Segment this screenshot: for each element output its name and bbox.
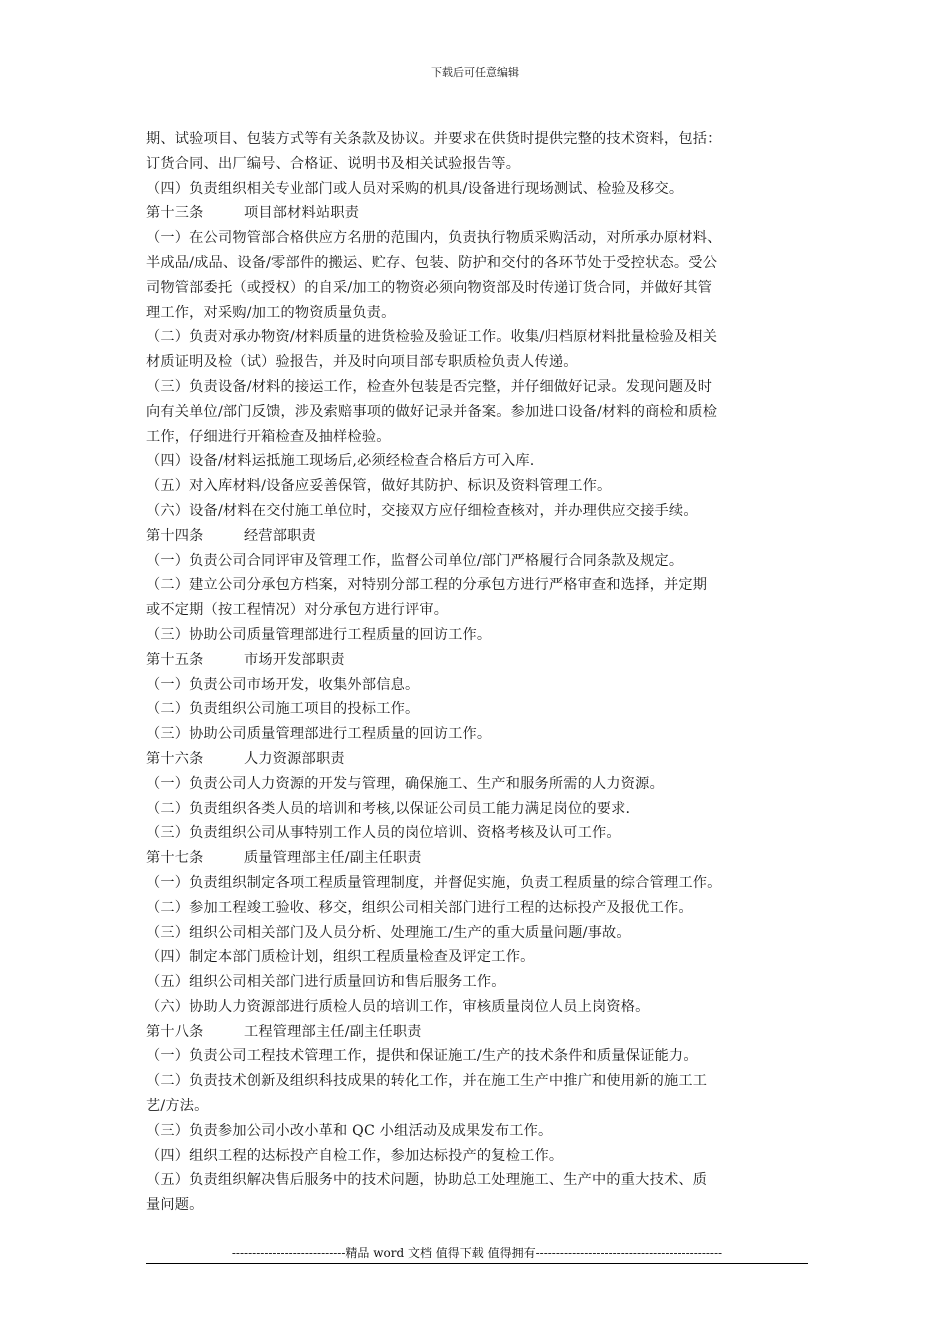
article-heading bbox=[146, 648, 810, 673]
paragraph-line: （四）负责组织相关专业部门或人员对采购的机具/设备进行现场测试、检验及移交。 bbox=[146, 180, 684, 197]
paragraph-line: 理工作，对采购/加工的物资质量负责。 bbox=[146, 304, 396, 321]
article-title: 市场开发部职责 bbox=[244, 651, 345, 668]
paragraph-line: （三）组织公司相关部门及人员分析、处理施工/生产的重大质量问题/事故。 bbox=[146, 924, 631, 941]
article-title: 项目部材料站职责 bbox=[244, 205, 360, 222]
page-header: 下载后可任意编辑 bbox=[431, 66, 519, 79]
paragraph-line: 或不定期（按工程情况）对分承包方进行评审。 bbox=[146, 602, 449, 619]
paragraph-line: 司物管部委托（或授权）的自采/加工的物资必须向物资部及时传递订货合同，并做好其管 bbox=[146, 279, 713, 296]
paragraph-line: （五）对入库材料/设备应妥善保管，做好其防护、标识及资料管理工作。 bbox=[146, 478, 612, 495]
article-heading bbox=[146, 524, 810, 549]
paragraph-line: 工作，仔细进行开箱检查及抽样检验。 bbox=[146, 428, 391, 445]
paragraph-line: 艺/方法。 bbox=[146, 1098, 209, 1115]
article-title: 人力资源部职责 bbox=[244, 750, 345, 767]
paragraph-line: （三）负责组织公司从事特别工作人员的岗位培训、资格考核及认可工作。 bbox=[146, 825, 621, 842]
paragraph-line: （三）协助公司质量管理部进行工程质量的回访工作。 bbox=[146, 626, 492, 643]
paragraph-line: （六）设备/材料在交付施工单位时，交接双方应仔细检查核对，并办理供应交接手续。 bbox=[146, 502, 698, 519]
article-number: 第十四条 bbox=[146, 527, 204, 544]
paragraph-line: （二）建立公司分承包方档案，对特别分部工程的分承包方进行严格审查和选择，并定期 bbox=[146, 577, 708, 594]
paragraph-line: 期、试验项目、包装方式等有关条款及协议。并要求在供货时提供完整的技术资料，包括： bbox=[146, 131, 722, 147]
paragraph-line: 半成品/成品、设备/零部件的搬运、贮存、包装、防护和交付的各环节处于受控状态。受公 bbox=[146, 254, 718, 271]
paragraph-line: （二）负责组织公司施工项目的投标工作。 bbox=[146, 701, 420, 718]
article-heading bbox=[146, 201, 810, 226]
article-number: 第十五条 bbox=[146, 651, 204, 668]
paragraph-line: （六）协助人力资源部进行质检人员的培训工作，审核质量岗位人员上岗资格。 bbox=[146, 998, 650, 1015]
paragraph-line: 向有关单位/部门反馈，涉及索赔事项的做好记录并备案。参加进口设备/材料的商检和质检 bbox=[146, 403, 718, 420]
paragraph-line: （一）在公司物管部合格供应方名册的范围内，负责执行物质采购活动，对所承办原材料、 bbox=[146, 230, 722, 247]
article-heading bbox=[146, 747, 810, 772]
paragraph-line: （一）负责公司人力资源的开发与管理，确保施工、生产和服务所需的人力资源。 bbox=[146, 775, 664, 792]
paragraph-line: （四）设备/材料运抵施工现场后,必须经检查合格后方可入库. bbox=[146, 453, 535, 470]
paragraph-line: 量问题。 bbox=[146, 1197, 204, 1214]
article-heading bbox=[146, 1020, 810, 1045]
footer-text: ----------------------------精品 word 文档 值得下载 值得拥有---------------------------------------------- bbox=[231, 1246, 723, 1260]
paragraph-line: （四）制定本部门质检计划，组织工程质量检查及评定工作。 bbox=[146, 949, 535, 966]
paragraph-line: （二）参加工程竣工验收、移交，组织公司相关部门进行工程的达标投产及报优工作。 bbox=[146, 899, 693, 916]
paragraph-line: （一）负责公司工程技术管理工作，提供和保证施工/生产的技术条件和质量保证能力。 bbox=[146, 1048, 698, 1065]
article-title: 工程管理部主任/副主任职责 bbox=[244, 1023, 422, 1040]
document-body bbox=[146, 127, 810, 1218]
page-footer bbox=[146, 1244, 808, 1264]
article-heading bbox=[146, 846, 810, 871]
paragraph-line: （三）协助公司质量管理部进行工程质量的回访工作。 bbox=[146, 726, 492, 743]
article-number: 第十七条 bbox=[146, 850, 204, 867]
article-title: 质量管理部主任/副主任职责 bbox=[244, 850, 422, 867]
article-number: 第十六条 bbox=[146, 750, 204, 767]
article-number: 第十八条 bbox=[146, 1023, 204, 1040]
paragraph-line: （二）负责组织各类人员的培训和考核,以保证公司员工能力满足岗位的要求. bbox=[146, 800, 631, 817]
paragraph-line: （三）负责设备/材料的接运工作，检查外包装是否完整，并仔细做好记录。发现问题及时 bbox=[146, 378, 713, 395]
article-title: 经营部职责 bbox=[244, 527, 316, 544]
paragraph-line: （五）负责组织解决售后服务中的技术问题，协助总工处理施工、生产中的重大技术、质 bbox=[146, 1172, 708, 1189]
paragraph-line: （一）负责公司市场开发，收集外部信息。 bbox=[146, 676, 420, 693]
paragraph-line: （一）负责公司合同评审及管理工作，监督公司单位/部门严格履行合同条款及规定。 bbox=[146, 552, 684, 569]
paragraph-line: （二）负责对承办物资/材料质量的进货检验及验证工作。收集/归档原材料批量检验及相关 bbox=[146, 329, 718, 346]
paragraph-line: （二）负责技术创新及组织科技成果的转化工作，并在施工生产中推广和使用新的施工工 bbox=[146, 1073, 708, 1090]
article-number: 第十三条 bbox=[146, 205, 204, 222]
paragraph-line: 订货合同、出厂编号、合格证、说明书及相关试验报告等。 bbox=[146, 155, 521, 172]
paragraph-line: （五）组织公司相关部门进行质量回访和售后服务工作。 bbox=[146, 974, 506, 991]
paragraph-line: （一）负责组织制定各项工程质量管理制度，并督促实施，负责工程质量的综合管理工作。 bbox=[146, 874, 722, 891]
paragraph-line: （四）组织工程的达标投产自检工作，参加达标投产的复检工作。 bbox=[146, 1147, 564, 1164]
paragraph-line: 材质证明及检（试）验报告，并及时向项目部专职质检负责人传递。 bbox=[146, 354, 578, 371]
paragraph-line: （三）负责参加公司小改小革和 QC 小组活动及成果发布工作。 bbox=[146, 1122, 553, 1139]
footer-rule bbox=[146, 1263, 808, 1264]
